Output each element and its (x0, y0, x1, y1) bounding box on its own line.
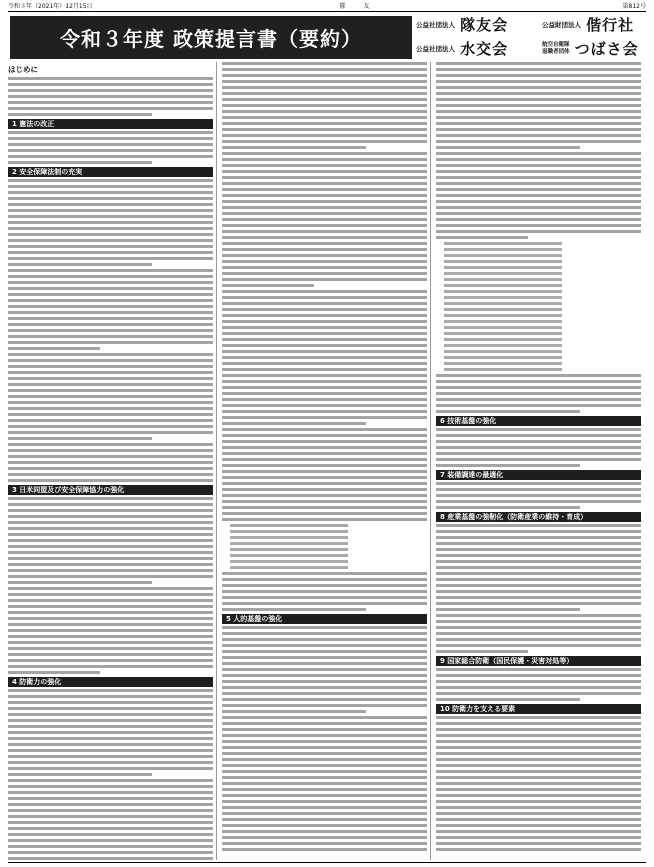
column-1 (8, 62, 213, 862)
section-heading: 2 安全保障法制の充実 (8, 167, 213, 177)
intro-heading: はじめに (8, 65, 38, 74)
paper-name: 隊 友 (339, 3, 376, 10)
column-2 (222, 62, 427, 862)
bullet-list (230, 524, 427, 569)
bullet-list (444, 242, 641, 371)
org-kaikosha: 公益財団法人 偕行社 (542, 16, 635, 34)
issue-date: 令和３年（2021年）12月15日 (8, 3, 93, 10)
body-text (222, 626, 427, 851)
body-text (8, 497, 213, 674)
page-header (8, 2, 646, 11)
section-heading: 7 装備調達の最適化 (436, 470, 641, 480)
section-heading: 5 人的基盤の強化 (222, 614, 427, 624)
footer-rule (8, 862, 646, 863)
banner-title: 令和３年度 政策提言書（要約） (60, 27, 362, 51)
body-text (8, 689, 213, 862)
body-text (222, 572, 427, 611)
body-text (436, 428, 641, 467)
section-heading: 8 産業基盤の強靭化（防衛産業の維持・育成） (436, 512, 641, 522)
body-text (436, 482, 641, 509)
section-heading: 3 日米同盟及び安全保障協力の強化 (8, 485, 213, 495)
organization-block (416, 14, 644, 62)
org-suikokai: 公益社団法人 水交会 (416, 40, 509, 58)
section-heading: 6 技術基盤の強化 (436, 416, 641, 426)
org-taiyukai: 公益社団法人 隊友会 (416, 16, 509, 34)
section-heading: 1 憲法の改正 (8, 119, 213, 129)
section-heading: 4 防衛力の強化 (8, 677, 213, 687)
body-text (8, 77, 213, 116)
body-text (436, 716, 641, 851)
body-text (436, 524, 641, 653)
column-3 (436, 62, 641, 862)
column-divider (430, 62, 431, 860)
header-rule (8, 11, 646, 12)
body-text (436, 374, 641, 413)
body-text (8, 131, 213, 164)
column-divider (216, 62, 217, 860)
org-tsubasakai: 航空自衛隊 退職者団体 つばさ会 (542, 40, 639, 58)
page-number: 第812号 (622, 3, 646, 10)
body-text (436, 62, 641, 239)
body-text (222, 62, 427, 521)
section-heading: 10 防衛力を支える要素 (436, 704, 641, 714)
title-banner (10, 16, 412, 59)
body-text (436, 668, 641, 701)
body-text (8, 179, 213, 482)
section-heading: 9 国家総合防衛（国民保護・災害対処等） (436, 656, 641, 666)
